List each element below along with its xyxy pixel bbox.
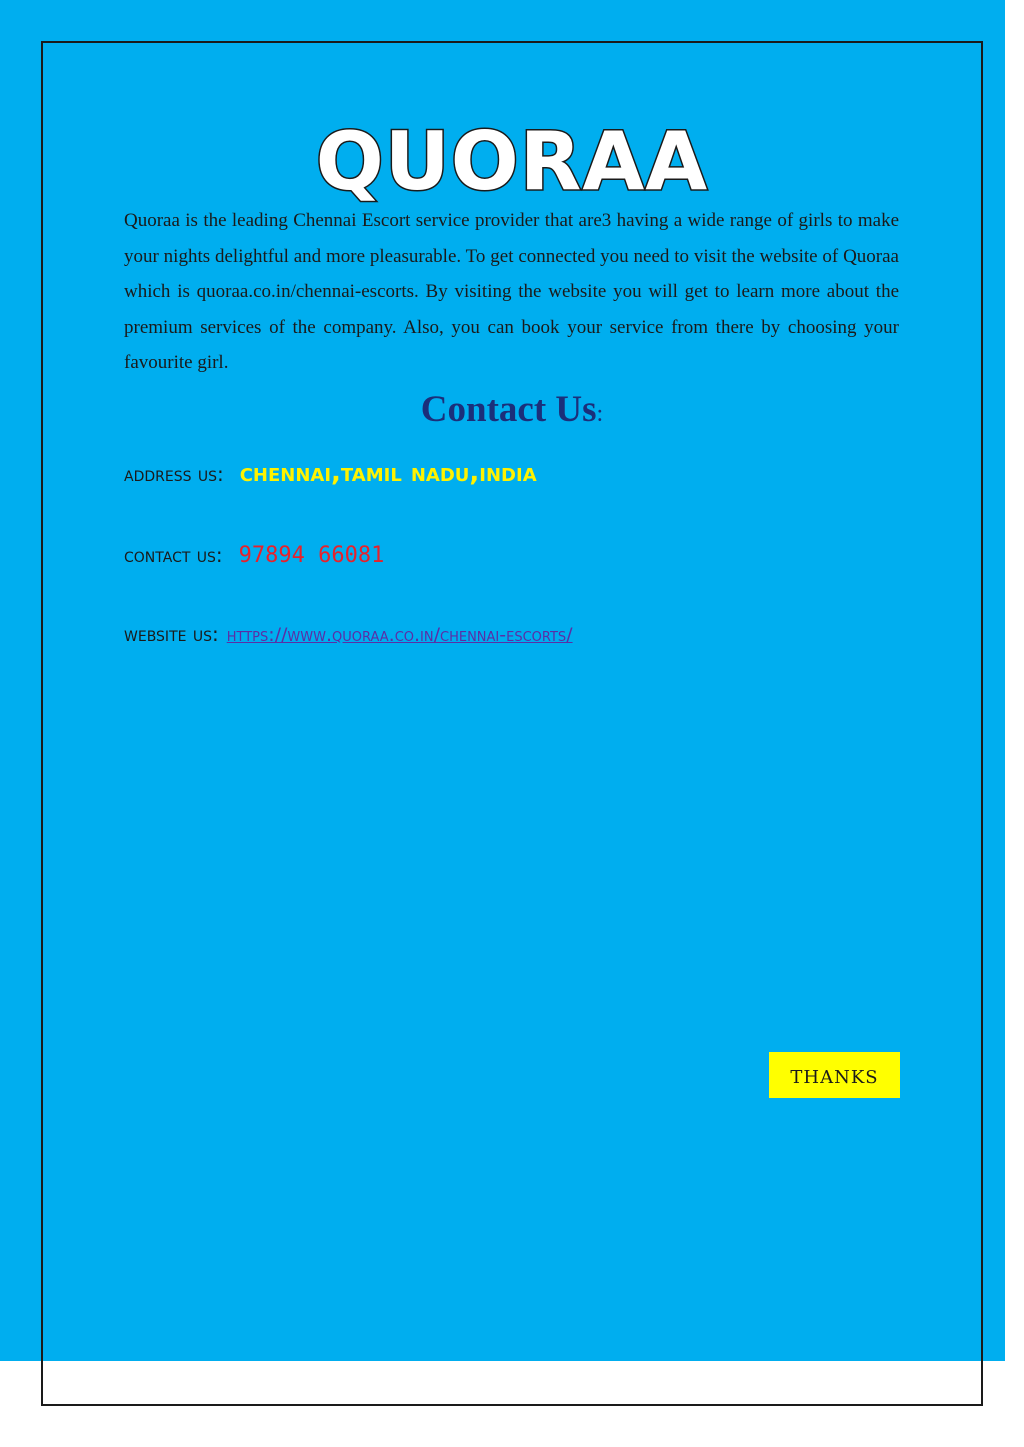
quoraa-logo: QUORAA: [315, 115, 709, 208]
intro-paragraph: Quoraa is the leading Chennai Escort service provider that are3 having a wide range of girls to make your nights delightful and more pleasurable. To get connected you need to visit the website of Quoraa which is quoraa.co.in/chennai-escorts. By visiting the website you will get to learn more about the premium services of the company. Also, you can book your service from there by choosing your favourite girl.: [124, 210, 899, 374]
phone-label: contact us:: [124, 543, 223, 567]
address-label: address us:: [124, 462, 224, 486]
website-link[interactable]: https://www.quoraa.co.in/chennai-escorts/: [226, 624, 573, 646]
phone-row: [124, 543, 384, 568]
phone-value: 97894 66081: [238, 543, 385, 568]
thanks-badge: thanks: [769, 1052, 900, 1098]
website-label: website us:: [124, 622, 219, 646]
contact-heading-colon: :: [596, 401, 604, 427]
contact-heading: [0, 385, 1024, 439]
website-row: [124, 622, 573, 646]
address-value: chennai,tamil nadu,india: [239, 458, 537, 488]
contact-heading-text: Contact Us: [420, 389, 597, 430]
address-row: [124, 458, 537, 488]
